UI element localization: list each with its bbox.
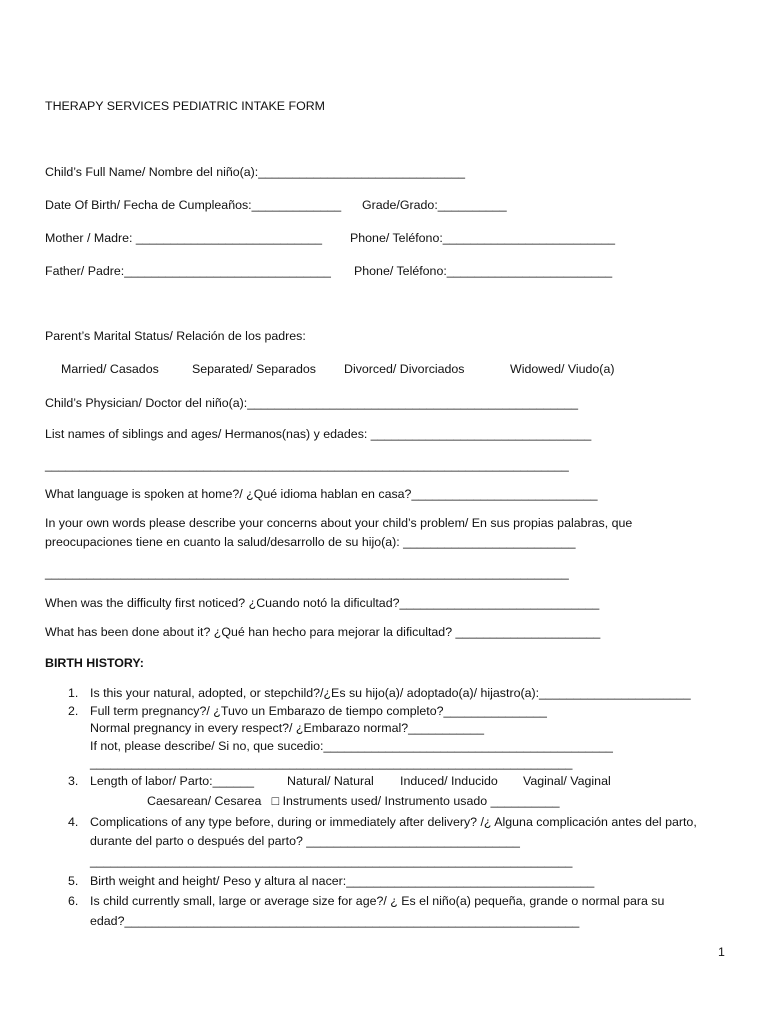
form-title: THERAPY SERVICES PEDIATRIC INTAKE FORM	[45, 99, 325, 113]
birth-weight-field[interactable]: Birth weight and height/ Peso y altura al nacer:____________________________________	[90, 874, 595, 888]
mother-phone-field[interactable]: Phone/ Teléfono:_________________________	[350, 231, 616, 245]
complications-prompt: Complications of any type before, during or immediately after delivery? /¿ Alguna complicación antes del parto,	[90, 815, 697, 829]
item-number: 2.	[68, 704, 79, 718]
item-number: 5.	[68, 874, 79, 888]
marital-option-married[interactable]: Married/ Casados	[61, 362, 159, 376]
size-for-age-field[interactable]: edad?__________________________________________________________________	[90, 914, 580, 928]
concerns-prompt: In your own words please describe your concerns about your child’s problem/ En sus propias palabras, que	[45, 516, 633, 530]
item-number: 6.	[68, 894, 79, 908]
language-field[interactable]: What language is spoken at home?/ ¿Qué idioma hablan en casa?___________________________	[45, 487, 598, 501]
siblings-extra-line[interactable]: ____________________________________________________________________________	[45, 458, 569, 472]
item-number: 3.	[68, 774, 79, 788]
normal-pregnancy-field[interactable]: Normal pregnancy in every respect?/ ¿Embarazo normal?___________	[90, 721, 484, 735]
father-field[interactable]: Father/ Padre:______________________________	[45, 264, 331, 278]
siblings-field[interactable]: List names of siblings and ages/ Hermanos(nas) y edades: ________________________________	[45, 427, 592, 441]
concerns-field[interactable]: preocupaciones tiene en cuanto la salud/desarrollo de su hijo(a): _________________________	[45, 535, 576, 549]
labor-length-field[interactable]: Length of labor/ Parto:______	[90, 774, 254, 788]
item-number: 1.	[68, 686, 79, 700]
full-term-field[interactable]: Full term pregnancy?/ ¿Tuvo un Embarazo de tiempo completo?_______________	[90, 704, 547, 718]
complications-extra-line[interactable]: ______________________________________________________________________	[90, 854, 573, 868]
done-about-field[interactable]: What has been done about it? ¿Qué han hecho para mejorar la dificultad? _____________________	[45, 625, 601, 639]
complications-field[interactable]: durante del parto o después del parto? _______________________________	[90, 834, 520, 848]
child-name-field[interactable]: Child’s Full Name/ Nombre del niño(a):______________________________	[45, 165, 465, 179]
item-number: 4.	[68, 815, 79, 829]
labor-natural-option[interactable]: Natural/ Natural	[287, 774, 374, 788]
size-for-age-prompt: Is child currently small, large or average size for age?/ ¿ Es el niño(a) pequeña, grande o normal para su	[90, 894, 665, 908]
dob-field[interactable]: Date Of Birth/ Fecha de Cumpleaños:_____________	[45, 198, 342, 212]
concerns-extra-line[interactable]: ____________________________________________________________________________	[45, 566, 569, 580]
physician-field[interactable]: Child’s Physician/ Doctor del niño(a):________________________________________________	[45, 396, 579, 410]
grade-field[interactable]: Grade/Grado:__________	[362, 198, 507, 212]
describe-field[interactable]: If not, please describe/ Si no, que sucedio:__________________________________________	[90, 739, 613, 753]
labor-vaginal-option[interactable]: Vaginal/ Vaginal	[523, 774, 611, 788]
marital-option-divorced[interactable]: Divorced/ Divorciados	[344, 362, 465, 376]
mother-field[interactable]: Mother / Madre: ___________________________	[45, 231, 322, 245]
page-number: 1	[718, 945, 725, 959]
labor-induced-option[interactable]: Induced/ Inducido	[400, 774, 498, 788]
marital-option-separated[interactable]: Separated/ Separados	[192, 362, 316, 376]
marital-status-label: Parent’s Marital Status/ Relación de los padres:	[45, 329, 306, 343]
describe-extra-line[interactable]: ______________________________________________________________________	[90, 756, 573, 770]
father-phone-field[interactable]: Phone/ Teléfono:________________________	[354, 264, 613, 278]
natural-adopted-field[interactable]: Is this your natural, adopted, or stepchild?/¿Es su hijo(a)/ adoptado(a)/ hijastro(a):______________________	[90, 686, 691, 700]
caesarean-instruments-field[interactable]: Caesarean/ Cesarea □ Instruments used/ Instrumento usado __________	[147, 794, 560, 808]
first-noticed-field[interactable]: When was the difficulty first noticed? ¿Cuando notó la dificultad?_____________________________	[45, 596, 600, 610]
birth-history-heading: BIRTH HISTORY:	[45, 656, 144, 670]
marital-option-widowed[interactable]: Widowed/ Viudo(a)	[510, 362, 615, 376]
